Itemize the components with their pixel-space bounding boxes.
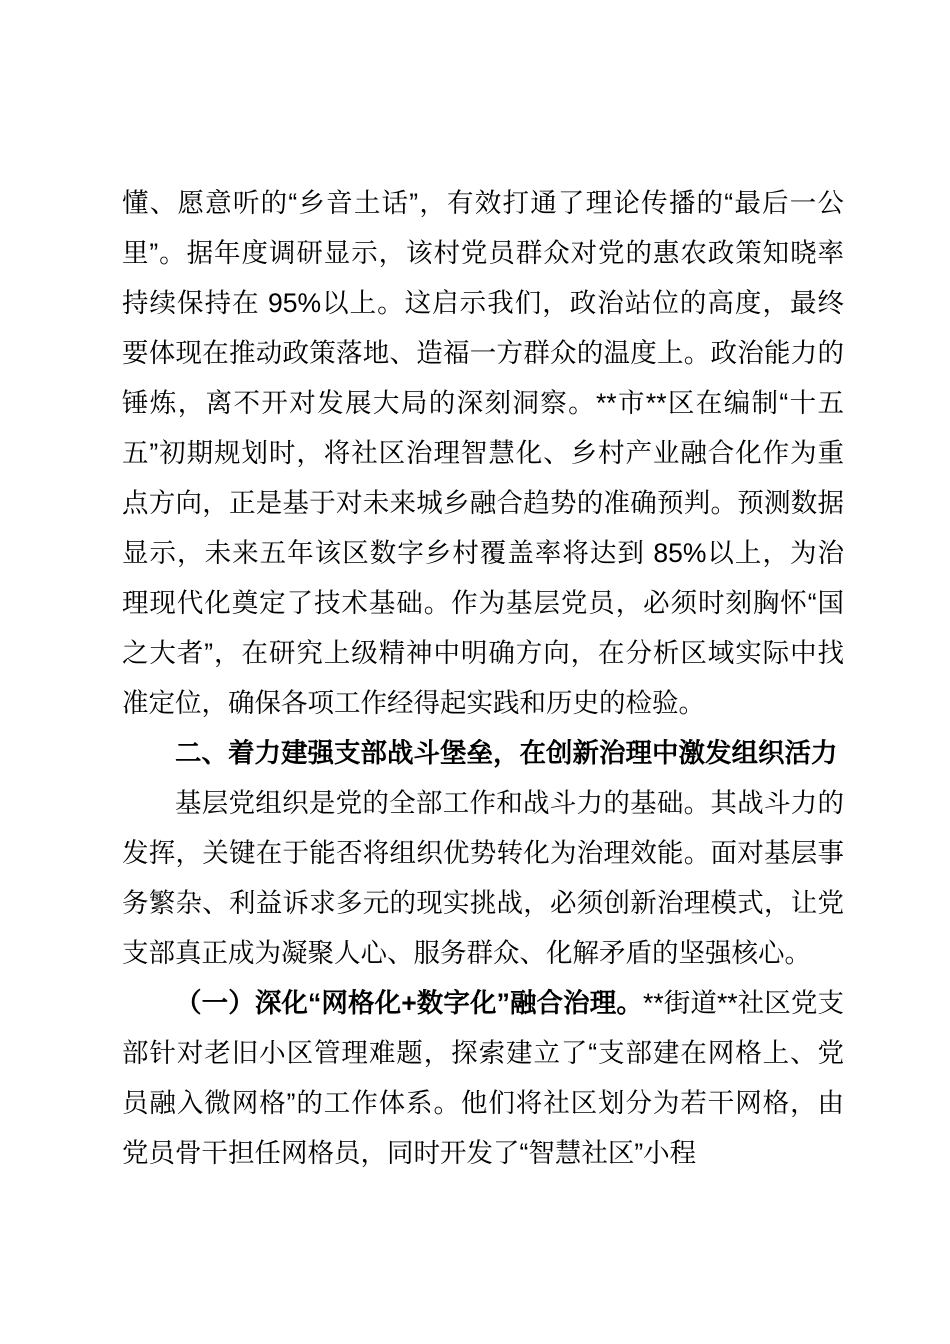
paragraph-text: **街道**社区党支部针对老旧小区管理难题，探索建立了“支部建在网格上、党员融入微网格”的工作体系。他们将社区划分为若干网格，由党员骨干担任网格员，同时开发了“智慧社区”小程 — [122, 988, 844, 1168]
document-body — [122, 178, 844, 1178]
paragraph: 基层党组织是党的全部工作和战斗力的基础。其战斗力的发挥，关键在于能否将组织优势转化为治理效能。面对基层事务繁杂、利益诉求多元的现实挑战，必须创新治理模式，让党支部真正成为凝聚人心、服务群众、化解矛盾的坚强核心。 — [122, 788, 844, 968]
subsection-lead: （一）深化“网格化+数字化”融合治理。 — [175, 988, 643, 1018]
paragraph — [122, 978, 844, 1178]
paragraph-continuation: 懂、愿意听的“乡音土话”，有效打通了理论传播的“最后一公里”。据年度调研显示，该村党员群众对党的惠农政策知晓率持续保持在 95%以上。这启示我们，政治站位的高度，最终要体现在推动政策落地、造福一方群众的温度上。政治能力的锤炼，离不开对发展大局的深刻洞察。**市**区在编制“十五五”初期规划时，将社区治理智慧化、乡村产业融合化作为重点方向，正是基于对未来城乡融合趋势的准确预判。预测数据显示，未来五年该区数字乡村覆盖率将达到 85%以上，为治理现代化奠定了技术基础。作为基层党员，必须时刻胸怀“国之大者”，在研究上级精神中明确方向，在分析区域实际中找准定位，确保各项工作经得起实践和历史的检验。 — [122, 188, 844, 718]
section-heading: 二、着力建强支部战斗堡垒，在创新治理中激发组织活力 — [175, 738, 838, 768]
